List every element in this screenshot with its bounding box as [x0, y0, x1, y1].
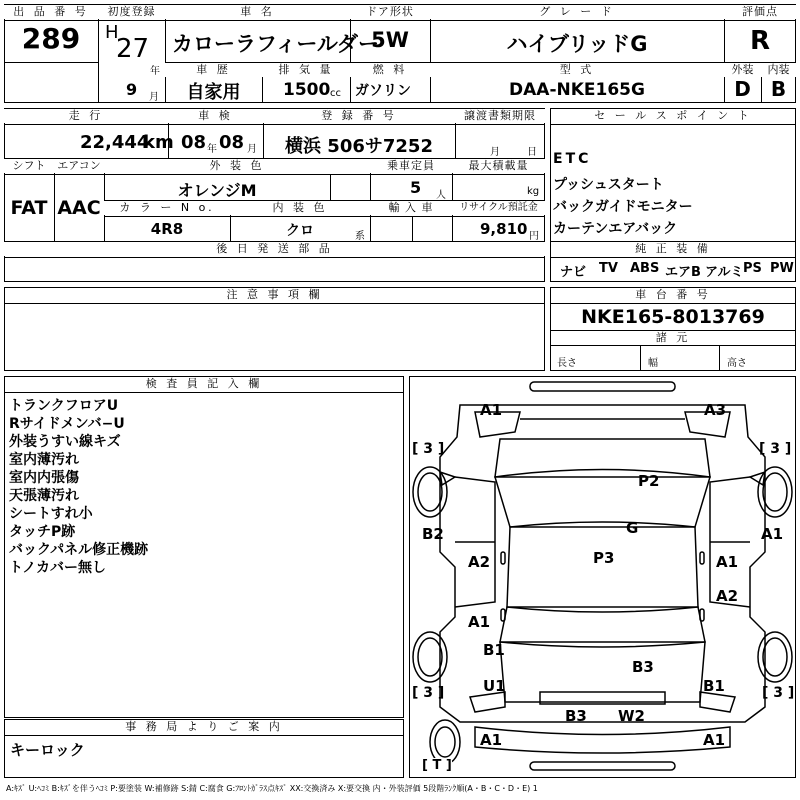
sales-points-label: セ ー ル ス ポ イ ン ト [551, 109, 795, 123]
inspector-line: タッチP跡 [9, 524, 76, 540]
mark-a1-right: A1 [761, 525, 784, 543]
recycle-unit: 円 [529, 231, 539, 242]
mark-b2: B2 [422, 525, 444, 543]
mark-a3-front-right: A3 [704, 401, 727, 419]
first-reg-label: 初度登録 [98, 5, 165, 19]
legend-text: A:ｷｽﾞ U:ﾍｺﾐ B:ｷｽﾞを伴うﾍｺﾐ P:要塗装 W:補修跡 S:錆 C:腐食 G:ﾌﾛﾝﾄｶﾞﾗｽ点ｷｽﾞ XX:交換済み X:要交換 内・外装評価 5段階ﾗﾝｸ順(A・B・C・D・E) 1 [6, 784, 538, 793]
inspector-line: 室内薄汚れ [9, 452, 79, 468]
door: 5W [371, 28, 409, 52]
ext-label: 外装 [724, 63, 761, 77]
later-parts-label: 後 日 発 送 部 品 [4, 242, 545, 256]
displacement-unit: cc [330, 88, 341, 99]
mark-b1-left: B1 [483, 641, 505, 659]
plate: 横浜 506サ7252 [285, 136, 433, 157]
height-label: 高さ [727, 358, 747, 369]
mileage-label: 走 行 [4, 109, 168, 123]
capacity: 5 [410, 178, 422, 197]
inspector-line: トノカバー無し [9, 560, 107, 576]
mileage: 22,444 [80, 132, 150, 153]
insp-year: 08 [181, 132, 207, 153]
ac-label: エアコン [54, 159, 104, 173]
insp-month: 08 [219, 132, 245, 153]
inspector-line: Rサイドメンバ−U [9, 416, 125, 432]
chassis-number: NKE165-8013769 [581, 306, 765, 328]
notes-label: 注 意 事 項 欄 [5, 288, 544, 302]
specs-label: 諸 元 [551, 331, 795, 345]
int-label: 内装 [761, 63, 796, 77]
mileage-unit: km [143, 132, 174, 153]
recycle: 9,810 [480, 220, 528, 238]
inspection-label: 車 検 [168, 109, 263, 123]
mark-a1-right-mid: A1 [716, 553, 739, 571]
lot-no: 289 [21, 22, 81, 55]
inspector-label: 検 査 員 記 入 欄 [5, 377, 403, 391]
year: 27 [116, 34, 150, 64]
office-label: 事 務 局 よ り ご 案 内 [5, 720, 403, 734]
inspector-line: 外装うすい線キズ [9, 434, 121, 450]
mark-b3-bottom: B3 [565, 707, 587, 725]
model: DAA-NKE165G [509, 80, 645, 100]
lot-no-label: 出 品 番 号 [4, 5, 98, 19]
chassis-label: 車 台 番 号 [551, 288, 795, 302]
equipment-item: エアB [665, 265, 701, 280]
inspector-line: トランクフロアU [9, 398, 119, 414]
fuel-label: 燃 料 [350, 63, 430, 77]
equipment-item: TV [599, 261, 618, 276]
month-unit: 月 [149, 92, 159, 103]
mark-a2-right: A2 [716, 587, 739, 605]
mark-b3-trunk: B3 [632, 658, 654, 676]
tire-spare: [ T ] [422, 758, 452, 773]
office-text: キーロック [10, 741, 85, 759]
fuel: ガソリン [355, 83, 411, 99]
transfer-day-unit: 日 [527, 147, 537, 158]
insp-year-unit: 年 [207, 144, 217, 155]
displacement: 1500 [283, 80, 331, 100]
equipment-label: 純 正 装 備 [551, 242, 795, 256]
sales-point-item: バックガイドモニター [553, 199, 693, 215]
mark-a1-left: A1 [468, 613, 491, 631]
width-label: 幅 [648, 358, 658, 369]
mark-g: G [626, 519, 639, 537]
transfer-month-unit: 月 [490, 147, 500, 158]
tire-rear-left: [ 3 ] [412, 685, 445, 701]
plate-label: 登 録 番 号 [263, 109, 455, 123]
door-label: ドア形状 [350, 5, 430, 19]
inspector-line: 室内内張傷 [9, 470, 79, 486]
color-no: 4R8 [150, 220, 184, 238]
mark-b1-right: B1 [703, 677, 725, 695]
load-unit: kg [527, 186, 540, 197]
grade: ハイブリッドG [506, 32, 648, 56]
sales-point-item: プッシュスタート [553, 177, 664, 193]
interior-color-label: 内 装 色 [230, 201, 370, 215]
car-name: カローラフィールダー [172, 32, 380, 56]
history-label: 車 歴 [165, 63, 262, 77]
shift-label: シフト [4, 159, 54, 173]
year-unit: 年 [150, 66, 160, 77]
mark-w2: W2 [618, 707, 645, 725]
mark-a2-left: A2 [468, 553, 491, 571]
mark-a1-rear-left: A1 [480, 731, 503, 749]
inspector-line: 天張薄汚れ [9, 488, 79, 504]
tire-front-left: [ 3 ] [412, 441, 445, 457]
sales-point-item: ETC [553, 151, 592, 167]
interior-color: クロ [286, 223, 314, 239]
color-no-label: カ ラ ー N o. [104, 201, 230, 215]
car-outline [410, 377, 795, 777]
equipment-item: ナビ [560, 265, 587, 280]
recycle-label: リサイクル預託金 [452, 201, 545, 215]
inspector-line: バックパネル修正機跡 [9, 542, 149, 558]
equipment-item: アルミ [705, 265, 744, 280]
shift: FAT [10, 197, 48, 219]
score-label: 評価点 [724, 5, 796, 19]
length-label: 長さ [557, 358, 577, 369]
displacement-label: 排 気 量 [262, 63, 350, 77]
capacity-unit: 人 [436, 190, 446, 201]
car-damage-diagram [409, 376, 796, 778]
car-name-label: 車 名 [165, 5, 350, 19]
mark-p3: P3 [593, 549, 615, 567]
score: R [749, 26, 771, 56]
tire-front-right: [ 3 ] [759, 441, 792, 457]
capacity-label: 乗車定員 [370, 159, 452, 173]
grade-label: グ レ ー ド [430, 5, 724, 19]
inspector-line: シートすれ小 [9, 506, 93, 522]
ac: AAC [57, 197, 101, 219]
interior-color-unit: 系 [355, 231, 365, 242]
equipment-item: PW [770, 261, 794, 276]
history: 自家用 [186, 82, 241, 103]
equipment-item: ABS [630, 261, 660, 276]
insp-month-unit: 月 [247, 144, 257, 155]
color-label: 外 装 色 [104, 159, 370, 173]
import-label: 輸 入 車 [370, 201, 452, 215]
mark-u1: U1 [483, 677, 506, 695]
equipment-item: PS [743, 261, 762, 276]
ext-grade: D [734, 77, 751, 101]
transfer-label: 譲渡書類期限 [455, 109, 545, 123]
era: H [105, 22, 119, 43]
tire-rear-right: [ 3 ] [762, 685, 795, 701]
int-grade: B [770, 77, 787, 101]
mark-p2: P2 [638, 472, 660, 490]
month: 9 [126, 80, 138, 99]
model-label: 型 式 [430, 63, 724, 77]
color: オレンジM [177, 181, 257, 200]
mark-a1-rear-right: A1 [703, 731, 726, 749]
mark-a1-front-left: A1 [480, 401, 503, 419]
sales-point-item: カーテンエアバック [553, 221, 678, 237]
load-label: 最大積載量 [452, 159, 545, 173]
